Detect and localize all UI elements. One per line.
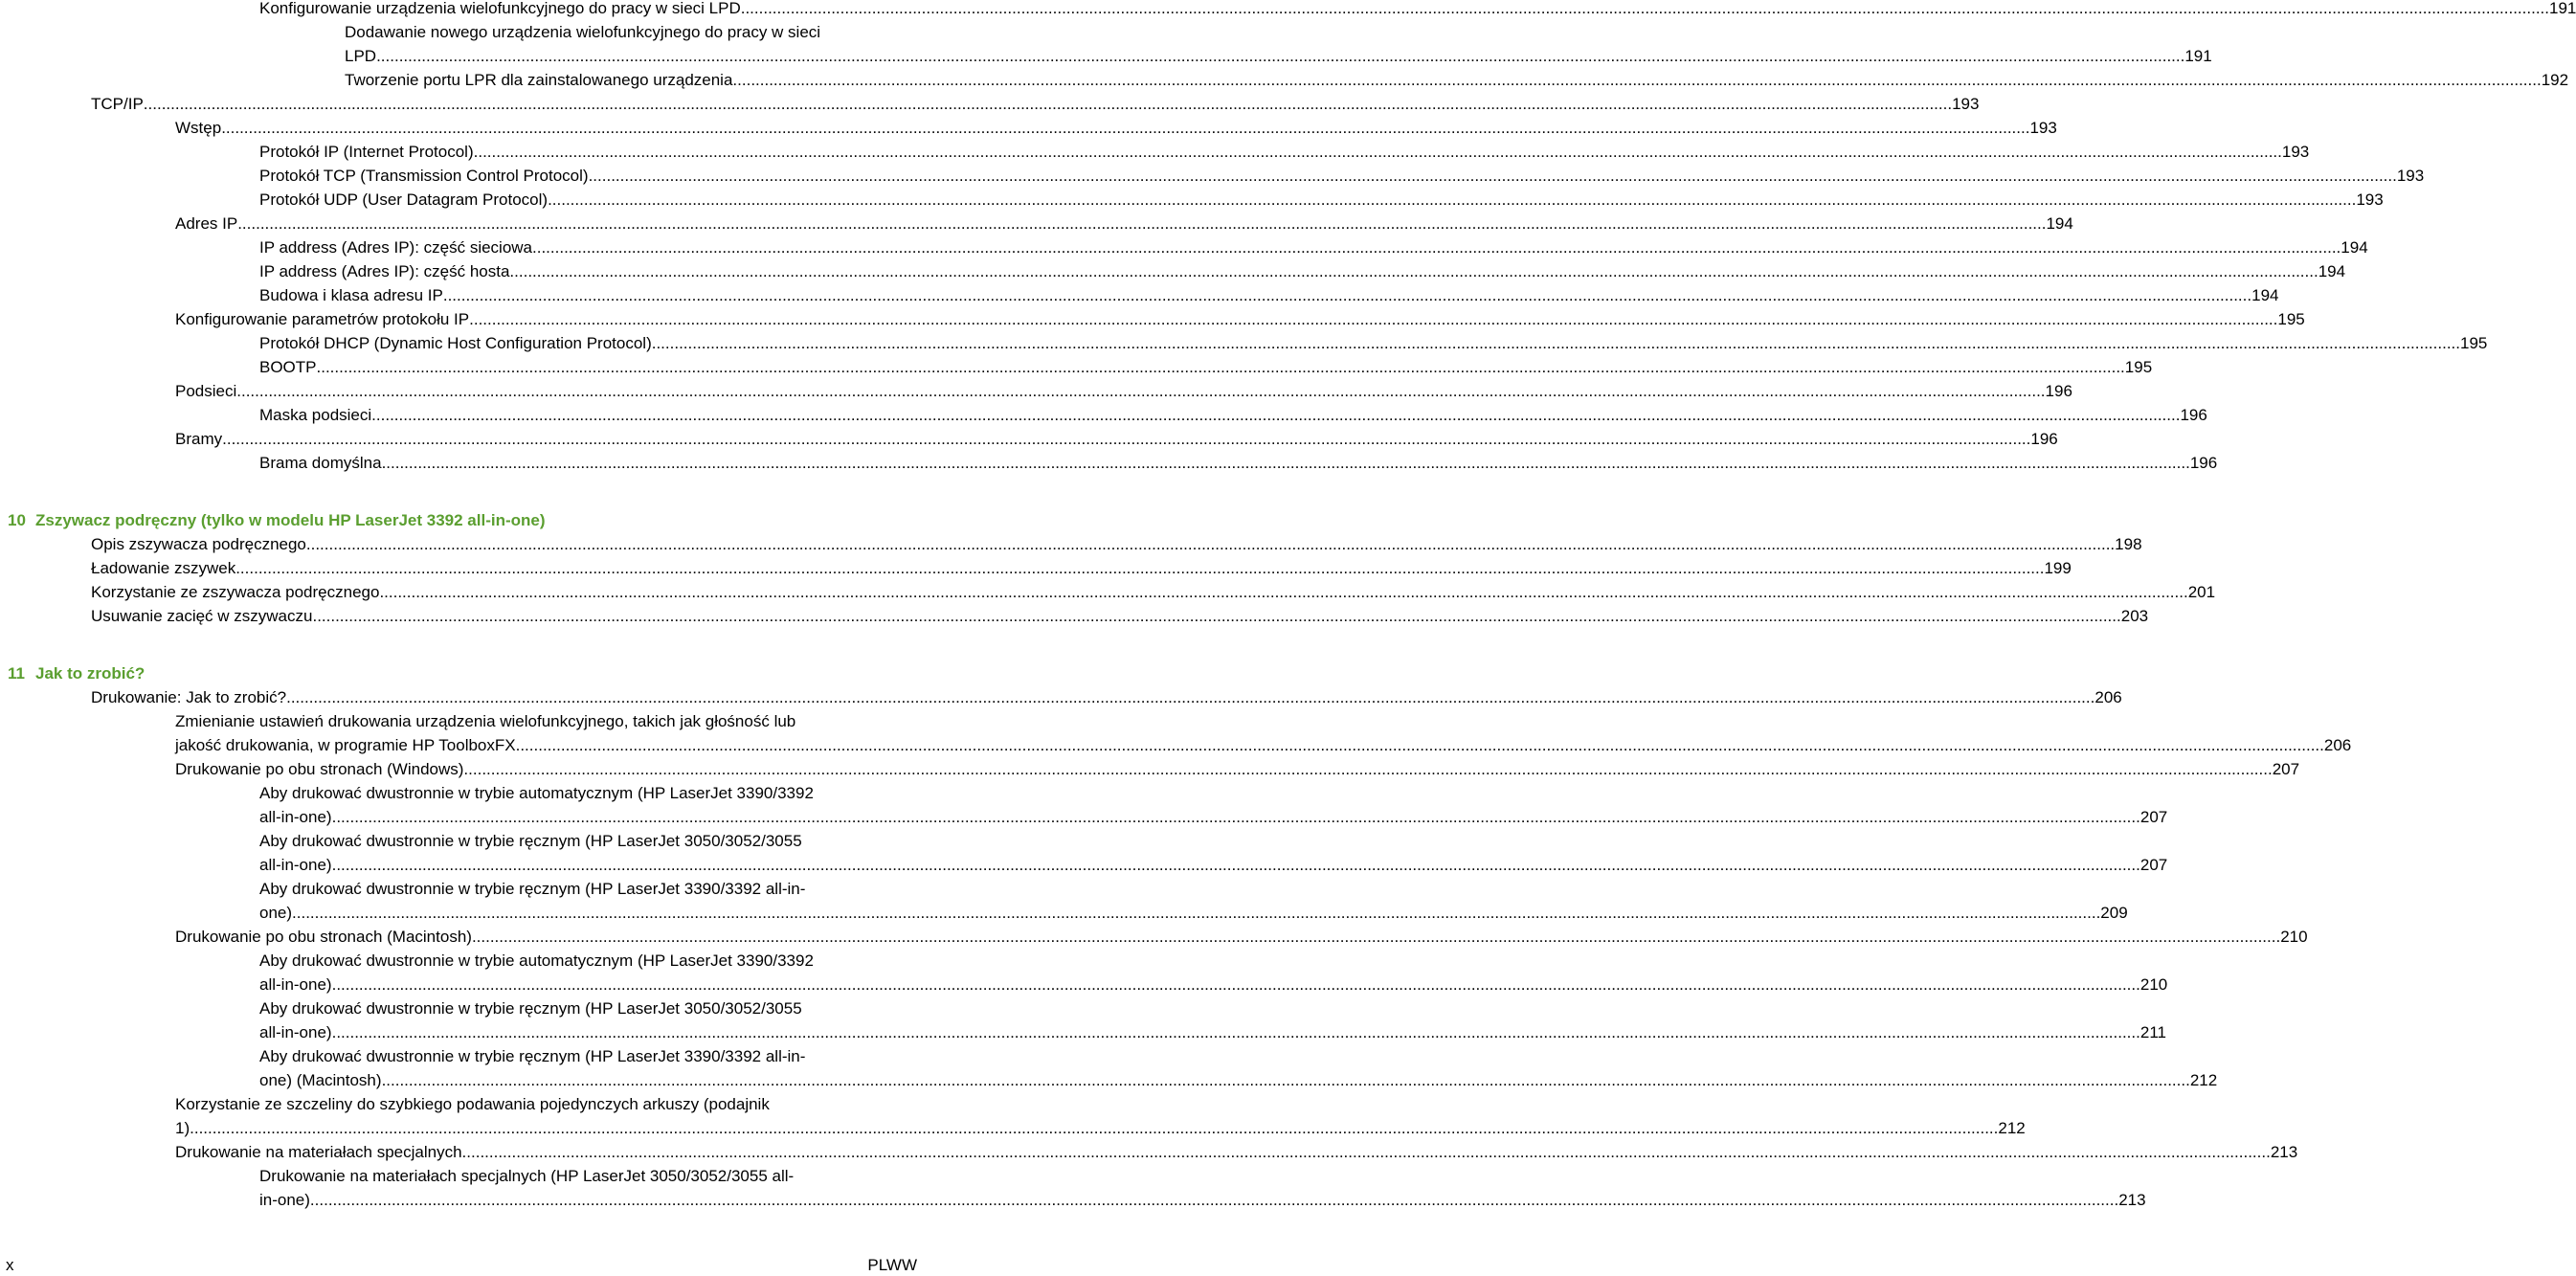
chapter-title: Jak to zrobić? xyxy=(35,664,146,683)
dot-leader: ................................................................................................................................................................................................................................................................................................................................................................................................................ xyxy=(442,286,2252,304)
toc-entry[interactable] xyxy=(259,331,2488,355)
toc-entry-title-line: Drukowanie na materiałach specjalnych (HP LaserJet 3050/3052/3055 all- xyxy=(259,1167,795,1185)
toc-entry-title: all-in-one) xyxy=(259,856,332,874)
dot-leader: ................................................................................................................................................................................................................................................................................................................................................................................................................ xyxy=(509,262,2318,280)
dot-leader: ................................................................................................................................................................................................................................................................................................................................................................................................................ xyxy=(379,583,2188,601)
toc-entry[interactable] xyxy=(259,829,2168,877)
toc-page-number: 198 xyxy=(2115,535,2142,553)
dot-leader: ................................................................................................................................................................................................................................................................................................................................................................................................................ xyxy=(292,904,2101,922)
toc-entry-title: BOOTP xyxy=(259,358,317,376)
toc-entry-title: Brama domyślna xyxy=(259,454,382,472)
dot-leader: ................................................................................................................................................................................................................................................................................................................................................................................................................ xyxy=(376,47,2185,65)
toc-entry[interactable] xyxy=(259,877,2128,925)
toc-page-number: 209 xyxy=(2100,904,2128,922)
toc-entry-title: one) xyxy=(259,904,293,922)
toc-entry[interactable] xyxy=(259,259,2346,283)
toc-page-number: 206 xyxy=(2094,688,2122,706)
toc-page-number: 194 xyxy=(2251,286,2279,304)
toc-page-number: 196 xyxy=(2180,406,2207,424)
toc-page-number: 196 xyxy=(2189,454,2218,472)
toc-entry-title: Podsieci xyxy=(175,382,237,400)
toc-page-number: 210 xyxy=(2139,975,2168,994)
toc-page-number: 199 xyxy=(2044,559,2072,577)
dot-leader: ................................................................................................................................................................................................................................................................................................................................................................................................................ xyxy=(473,143,2282,161)
toc-entry-title: Konfigurowanie urządzenia wielofunkcyjnego do pracy w sieci LPD xyxy=(259,0,741,17)
toc-entry-title: IP address (Adres IP): część hosta xyxy=(259,262,510,280)
toc-entry-title: all-in-one) xyxy=(259,975,332,994)
toc-entry[interactable] xyxy=(259,283,2279,307)
toc-entry-title: Drukowanie na materiałach specjalnych xyxy=(175,1143,462,1161)
toc-entry-title: Protokół TCP (Transmission Control Protocol) xyxy=(259,167,589,185)
dot-leader: ................................................................................................................................................................................................................................................................................................................................................................................................................ xyxy=(286,688,2095,706)
toc-entry[interactable] xyxy=(175,307,2305,331)
toc-entry-title: Drukowanie: Jak to zrobić? xyxy=(91,688,287,706)
toc-entry[interactable] xyxy=(91,604,2149,628)
dot-leader: ................................................................................................................................................................................................................................................................................................................................................................................................................ xyxy=(588,167,2397,185)
toc-entry-title: TCP/IP xyxy=(91,95,144,113)
toc-entry[interactable] xyxy=(259,188,2384,212)
toc-entry-title-line: Aby drukować dwustronnie w trybie ręcznym (HP LaserJet 3390/3392 all-in- xyxy=(259,880,806,898)
toc-entry[interactable] xyxy=(91,556,2072,580)
dot-leader: ................................................................................................................................................................................................................................................................................................................................................................................................................ xyxy=(371,406,2181,424)
dot-leader: ................................................................................................................................................................................................................................................................................................................................................................................................................ xyxy=(532,238,2341,257)
toc-entry[interactable] xyxy=(345,20,2212,68)
toc-entry[interactable] xyxy=(175,212,2073,235)
toc-entry-title: Drukowanie po obu stronach (Windows) xyxy=(175,760,464,778)
toc-entry-title: one) (Macintosh) xyxy=(259,1071,382,1089)
dot-leader: ................................................................................................................................................................................................................................................................................................................................................................................................................ xyxy=(461,1143,2271,1161)
chapter-title: Zszywacz podręczny (tylko w modelu HP LaserJet 3392 all-in-one) xyxy=(35,511,546,529)
toc-page-number: 191 xyxy=(2549,0,2576,17)
toc-page-number: 206 xyxy=(2323,736,2352,754)
toc-page-number: 193 xyxy=(2029,119,2057,137)
toc-entry[interactable] xyxy=(259,1044,2218,1092)
toc-entry[interactable] xyxy=(91,580,2216,604)
dot-leader: ................................................................................................................................................................................................................................................................................................................................................................................................................ xyxy=(237,214,2047,233)
toc-page-number: 207 xyxy=(2139,808,2168,826)
toc-page-number: 194 xyxy=(2046,214,2073,233)
toc-page-number: 193 xyxy=(1952,95,1980,113)
toc-entry-title-line: Zmienianie ustawień drukowania urządzenia wielofunkcyjnego, takich jak głośność lub xyxy=(175,712,796,730)
toc-entry[interactable] xyxy=(259,949,2168,996)
toc-page-number: 210 xyxy=(2280,928,2308,946)
toc-entry-title: IP address (Adres IP): część sieciowa xyxy=(259,238,533,257)
toc-entry[interactable] xyxy=(259,451,2218,475)
toc-entry-title-line: Aby drukować dwustronnie w trybie automatycznym (HP LaserJet 3390/3392 xyxy=(259,784,814,802)
toc-page-number: 196 xyxy=(2030,430,2058,448)
toc-page-number: 193 xyxy=(2281,143,2310,161)
chapter-heading[interactable] xyxy=(8,661,145,685)
toc-entry-title: 1) xyxy=(175,1119,190,1137)
dot-leader: ................................................................................................................................................................................................................................................................................................................................................................................................................ xyxy=(331,975,2140,994)
dot-leader: ................................................................................................................................................................................................................................................................................................................................................................................................................ xyxy=(515,736,2324,754)
toc-page-number: 191 xyxy=(2184,47,2212,65)
toc-entry[interactable] xyxy=(175,379,2072,403)
toc-entry-title-line: Aby drukować dwustronnie w trybie ręcznym (HP LaserJet 3050/3052/3055 xyxy=(259,832,802,850)
toc-page-number: 193 xyxy=(2396,167,2425,185)
toc-entry-title: Wstęp xyxy=(175,119,222,137)
dot-leader: ................................................................................................................................................................................................................................................................................................................................................................................................................ xyxy=(651,334,2460,352)
toc-page-number: 213 xyxy=(2270,1143,2298,1161)
toc-entry-title: Maska podsieci xyxy=(259,406,372,424)
toc-page-number: 207 xyxy=(2272,760,2300,778)
toc-entry[interactable] xyxy=(175,116,2057,140)
toc-entry[interactable] xyxy=(175,709,2352,757)
toc-entry[interactable] xyxy=(259,140,2310,164)
dot-leader: ................................................................................................................................................................................................................................................................................................................................................................................................................ xyxy=(305,535,2116,553)
toc-entry-title-line: Korzystanie ze szczeliny do szybkiego podawania pojedynczych arkuszy (podajnik xyxy=(175,1095,770,1113)
toc-entry[interactable] xyxy=(259,996,2166,1044)
toc-entry-title-line: Aby drukować dwustronnie w trybie automatycznym (HP LaserJet 3390/3392 xyxy=(259,951,814,970)
toc-entry-title: Adres IP xyxy=(175,214,238,233)
toc-entry-title: Bramy xyxy=(175,430,223,448)
toc-entry[interactable] xyxy=(175,757,2300,781)
toc-page-number: 193 xyxy=(2356,190,2384,209)
toc-entry-title: Protokół IP (Internet Protocol) xyxy=(259,143,474,161)
toc-page-number: 194 xyxy=(2341,238,2368,257)
toc-page-number: 195 xyxy=(2460,334,2488,352)
toc-entry[interactable] xyxy=(259,164,2425,188)
toc-page-number: 194 xyxy=(2318,262,2346,280)
dot-leader: ................................................................................................................................................................................................................................................................................................................................................................................................................ xyxy=(236,382,2046,400)
toc-entry-title: all-in-one) xyxy=(259,1023,332,1041)
dot-leader: ................................................................................................................................................................................................................................................................................................................................................................................................................ xyxy=(463,760,2273,778)
chapter-heading[interactable] xyxy=(8,508,546,532)
dot-leader: ................................................................................................................................................................................................................................................................................................................................................................................................................ xyxy=(316,358,2125,376)
toc-entry-title: Budowa i klasa adresu IP xyxy=(259,286,443,304)
toc-entry-title: Korzystanie ze zszywacza podręcznego xyxy=(91,583,380,601)
toc-page-number: 195 xyxy=(2124,358,2153,376)
toc-page-number: 201 xyxy=(2187,583,2216,601)
toc-entry-title-line: Dodawanie nowego urządzenia wielofunkcyjnego do pracy w sieci xyxy=(345,23,821,41)
dot-leader: ................................................................................................................................................................................................................................................................................................................................................................................................................ xyxy=(190,1119,1999,1137)
toc-entry[interactable] xyxy=(91,532,2142,556)
toc-entry[interactable] xyxy=(175,1092,2026,1140)
dot-leader: ................................................................................................................................................................................................................................................................................................................................................................................................................ xyxy=(469,310,2278,328)
toc-page-number: 212 xyxy=(2189,1071,2218,1089)
toc-entry-title-line: Aby drukować dwustronnie w trybie ręcznym (HP LaserJet 3050/3052/3055 xyxy=(259,999,802,1018)
dot-leader: ................................................................................................................................................................................................................................................................................................................................................................................................................ xyxy=(381,454,2190,472)
toc-page-number: 207 xyxy=(2139,856,2168,874)
chapter-number: 10 xyxy=(8,511,26,529)
footer-label: PLWW xyxy=(867,1256,917,1274)
toc-entry[interactable] xyxy=(259,781,2168,829)
toc-entry-title-line: Aby drukować dwustronnie w trybie ręcznym (HP LaserJet 3390/3392 all-in- xyxy=(259,1047,806,1065)
dot-leader: ................................................................................................................................................................................................................................................................................................................................................................................................................ xyxy=(235,559,2045,577)
dot-leader: ................................................................................................................................................................................................................................................................................................................................................................................................................ xyxy=(221,119,2030,137)
toc-entry[interactable] xyxy=(259,403,2207,427)
toc-entry-title: Konfigurowanie parametrów protokołu IP xyxy=(175,310,470,328)
toc-page-number: 195 xyxy=(2277,310,2305,328)
toc-entry-title: Opis zszywacza podręcznego xyxy=(91,535,306,553)
toc-page-number: 212 xyxy=(1998,1119,2026,1137)
dot-leader: ................................................................................................................................................................................................................................................................................................................................................................................................................ xyxy=(331,1023,2140,1041)
toc-entry-title: jakość drukowania, w programie HP ToolboxFX xyxy=(175,736,516,754)
toc-entry[interactable] xyxy=(91,685,2122,709)
toc-entry-title: Protokół UDP (User Datagram Protocol) xyxy=(259,190,549,209)
dot-leader: ................................................................................................................................................................................................................................................................................................................................................................................................................ xyxy=(309,1191,2119,1209)
toc-entry[interactable] xyxy=(91,92,1980,116)
toc-entry-title: Protokół DHCP (Dynamic Host Configuration Protocol) xyxy=(259,334,652,352)
dot-leader: ................................................................................................................................................................................................................................................................................................................................................................................................................ xyxy=(548,190,2357,209)
toc-entry[interactable] xyxy=(259,1164,2146,1212)
dot-leader: ................................................................................................................................................................................................................................................................................................................................................................................................................ xyxy=(331,856,2140,874)
toc-entry[interactable] xyxy=(259,235,2368,259)
toc-entry-title: Usuwanie zacięć w zszywaczu xyxy=(91,607,313,625)
toc-page-number: 196 xyxy=(2045,382,2072,400)
toc-entry-title: Drukowanie po obu stronach (Macintosh) xyxy=(175,928,472,946)
dot-leader: ................................................................................................................................................................................................................................................................................................................................................................................................................ xyxy=(381,1071,2190,1089)
dot-leader: ................................................................................................................................................................................................................................................................................................................................................................................................................ xyxy=(732,71,2542,89)
toc-entry[interactable] xyxy=(259,0,2576,20)
toc-entry[interactable] xyxy=(345,68,2569,92)
dot-leader: ................................................................................................................................................................................................................................................................................................................................................................................................................ xyxy=(331,808,2140,826)
dot-leader: ................................................................................................................................................................................................................................................................................................................................................................................................................ xyxy=(740,0,2549,17)
toc-entry-title: LPD xyxy=(345,47,377,65)
toc-page-number: 211 xyxy=(2139,1023,2166,1041)
toc-page-number: 213 xyxy=(2118,1191,2146,1209)
dot-leader: ................................................................................................................................................................................................................................................................................................................................................................................................................ xyxy=(312,607,2121,625)
toc-entry-title: all-in-one) xyxy=(259,808,332,826)
toc-entry-title: Tworzenie portu LPR dla zainstalowanego urządzenia xyxy=(345,71,733,89)
page-number: x xyxy=(6,1256,14,1274)
dot-leader: ................................................................................................................................................................................................................................................................................................................................................................................................................ xyxy=(143,95,1953,113)
toc-page-number: 192 xyxy=(2541,71,2569,89)
toc-entry[interactable] xyxy=(175,427,2058,451)
toc-entry-title: in-one) xyxy=(259,1191,310,1209)
dot-leader: ................................................................................................................................................................................................................................................................................................................................................................................................................ xyxy=(222,430,2031,448)
toc-entry[interactable] xyxy=(259,355,2153,379)
toc-entry-title: Ładowanie zszywek xyxy=(91,559,236,577)
toc-entry[interactable] xyxy=(175,1140,2298,1164)
chapter-number: 11 xyxy=(8,664,25,683)
dot-leader: ................................................................................................................................................................................................................................................................................................................................................................................................................ xyxy=(471,928,2281,946)
toc-page-number: 203 xyxy=(2120,607,2149,625)
toc-entry[interactable] xyxy=(175,925,2308,949)
